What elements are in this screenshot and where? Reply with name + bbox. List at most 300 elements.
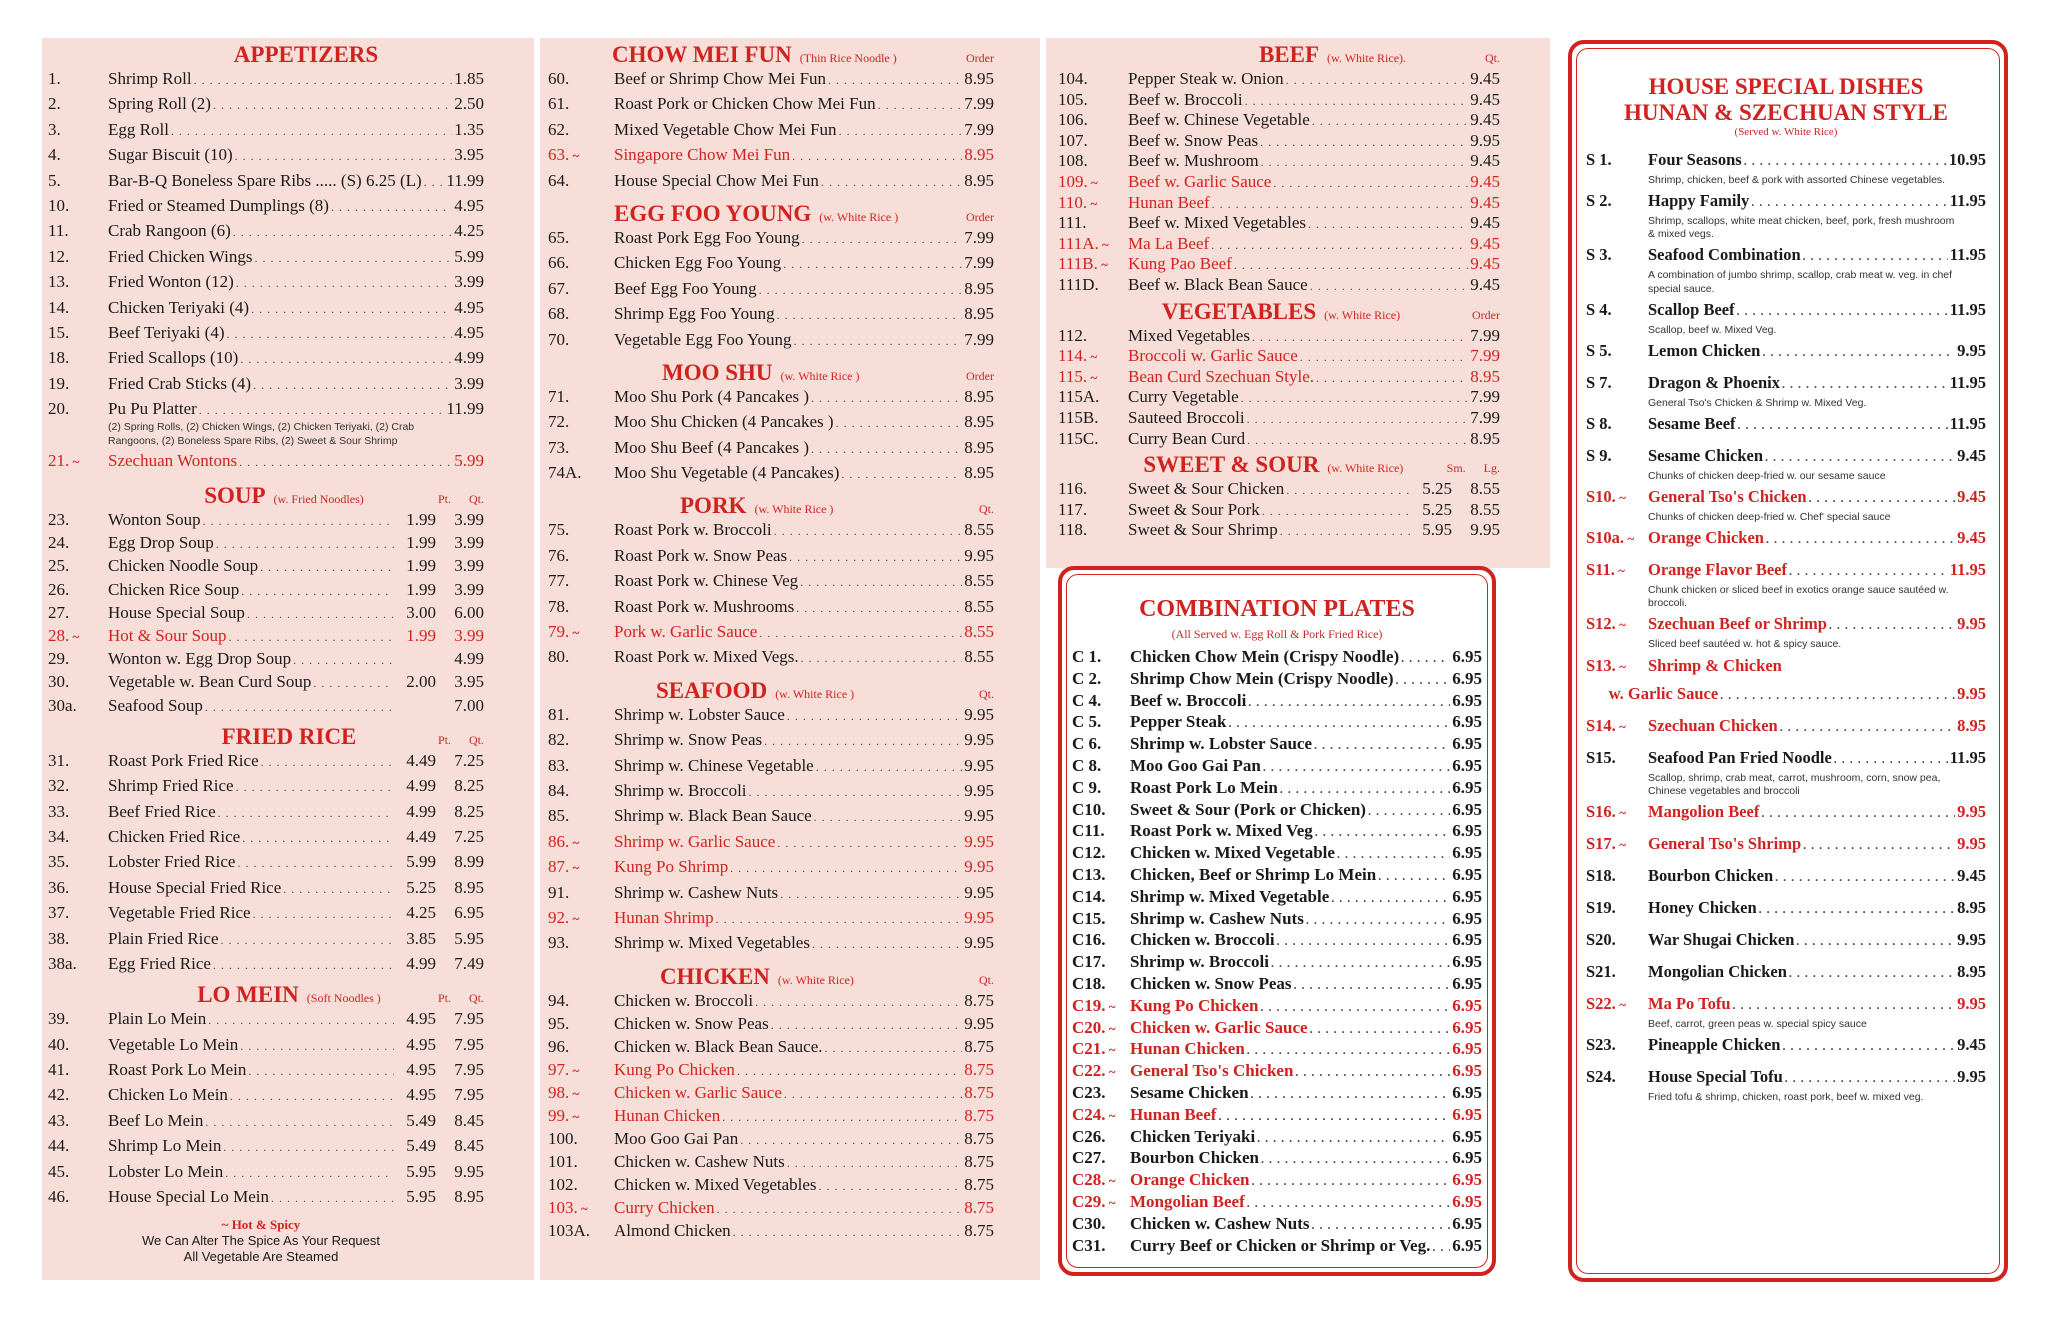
item-price: 9.95 xyxy=(964,780,994,800)
special-item-row xyxy=(1586,715,1986,738)
item-number: 32. xyxy=(48,776,70,796)
section-title-text: BEEF xyxy=(1258,42,1320,67)
special-item xyxy=(1586,247,1986,295)
item-number: 84. xyxy=(548,780,570,800)
leader-dots xyxy=(1260,136,1468,148)
leader-dots xyxy=(836,417,963,429)
menu-section xyxy=(48,724,484,981)
special-item-row xyxy=(1586,340,1986,363)
price-header: Qt. xyxy=(979,972,994,987)
item-name: Kung Po Shrimp xyxy=(614,857,729,877)
section-column-header xyxy=(420,492,484,507)
item-price: 8.95 xyxy=(964,304,994,324)
leader-dots xyxy=(1785,1072,1955,1084)
item-name: Chicken w. Black Bean Sauce. xyxy=(614,1036,823,1056)
item-name: House Special Chow Mei Fun xyxy=(614,170,819,190)
menu-item xyxy=(1058,480,1500,501)
section-column-header xyxy=(420,733,484,748)
leader-dots xyxy=(239,456,452,468)
item-number: S23. xyxy=(1586,1034,1616,1054)
footer-line-1: We Can Alter The Spice As Your Request xyxy=(142,1233,380,1249)
item-number: 19. xyxy=(48,373,70,393)
item-price: 8.55 xyxy=(964,596,994,616)
item-number: 20. xyxy=(48,399,70,419)
item-description: Sliced beef sautéed w. hot & spicy sauce. xyxy=(1648,638,1842,651)
leader-dots xyxy=(722,1111,962,1123)
item-name: Fried or Steamed Dumplings (8) xyxy=(108,195,329,215)
price-header-1: Pt. xyxy=(437,492,451,507)
item-number: 13. xyxy=(48,272,70,292)
menu-item xyxy=(48,777,484,802)
item-name: Wonton Soup xyxy=(108,510,201,530)
section-column-header xyxy=(1467,51,1500,66)
item-price: 9.95 xyxy=(964,545,994,565)
leader-dots xyxy=(759,284,963,296)
item-number: 116. xyxy=(1058,479,1088,499)
leader-dots xyxy=(1738,419,1948,431)
leader-dots xyxy=(199,404,445,416)
item-price: 9.95 xyxy=(964,857,994,877)
item-name: Mixed Vegetables xyxy=(1128,325,1250,345)
item-price-large: 8.95 xyxy=(454,1187,484,1207)
item-number: C20. ~ xyxy=(1072,1019,1130,1036)
item-price: 8.75 xyxy=(964,1151,994,1171)
combo-item xyxy=(1072,1237,1482,1259)
item-number: 36. xyxy=(48,877,70,897)
item-price: 9.95 xyxy=(1957,929,1986,949)
house-special-title: HOUSE SPECIAL DISHES xyxy=(1648,74,1924,99)
item-price: 9.45 xyxy=(1470,110,1500,130)
item-number: 112. xyxy=(1058,325,1088,345)
item-price: 8.95 xyxy=(1470,428,1500,448)
menu-item xyxy=(548,1084,994,1107)
item-name: Hunan Chicken xyxy=(614,1105,721,1125)
menu-item xyxy=(548,706,994,731)
item-number: 77. xyxy=(548,571,570,591)
leader-dots xyxy=(1401,652,1450,664)
item-price: 4.95 xyxy=(454,297,484,317)
item-name: Roast Pork Lo Mein xyxy=(1130,777,1278,797)
item-name: Beef or Shrimp Chow Mei Fun xyxy=(614,69,827,88)
item-name: Almond Chicken xyxy=(614,1220,731,1240)
leader-dots xyxy=(774,525,963,537)
leader-dots xyxy=(1212,198,1469,210)
item-price: 9.95 xyxy=(1470,130,1500,150)
item-name: Pu Pu Platter xyxy=(108,399,197,419)
combo-item xyxy=(1072,1106,1482,1128)
leader-dots xyxy=(1286,74,1469,86)
item-name: Seafood Soup xyxy=(108,695,203,715)
leader-dots xyxy=(802,233,963,245)
item-number: 3. xyxy=(48,119,61,139)
menu-item xyxy=(48,673,484,696)
menu-item xyxy=(548,782,994,807)
item-number: 71. xyxy=(548,386,570,406)
leader-dots xyxy=(261,756,394,768)
leader-dots xyxy=(1311,1219,1450,1231)
item-price: 9.95 xyxy=(964,704,994,724)
item-number: 106. xyxy=(1058,110,1088,130)
menu-item xyxy=(548,731,994,756)
menu-item xyxy=(48,248,484,273)
item-name: Shrimp w. Lobster Sauce xyxy=(1130,734,1312,754)
item-number: C21. ~ xyxy=(1072,1040,1130,1057)
item-number: S17. ~ xyxy=(1586,836,1648,853)
item-price-large: 3.99 xyxy=(454,556,484,576)
leader-dots xyxy=(1789,967,1955,979)
item-number: C19. ~ xyxy=(1072,997,1130,1014)
item-number: C 9. xyxy=(1072,777,1102,797)
item-price-small: 4.95 xyxy=(406,1085,436,1105)
section-title-text: CHICKEN xyxy=(660,963,770,989)
combo-item xyxy=(1072,1040,1482,1062)
leader-dots xyxy=(1286,484,1410,496)
special-item xyxy=(1586,747,1986,798)
leader-dots xyxy=(789,551,962,563)
item-name: Chicken Lo Mein xyxy=(108,1085,228,1105)
item-price: 6.95 xyxy=(1452,690,1482,710)
item-name: Chicken w. Snow Peas xyxy=(614,1013,769,1033)
item-number: 30a. xyxy=(48,695,77,715)
item-name: Mongolian Beef xyxy=(1130,1191,1245,1211)
item-price-small: 1.99 xyxy=(406,579,436,599)
leader-dots xyxy=(1796,935,1955,947)
menu-item xyxy=(548,623,994,648)
special-item-row xyxy=(1586,247,1986,267)
item-number: S14. ~ xyxy=(1586,718,1648,735)
item-name: Chicken Chow Mein (Crispy Noodle) xyxy=(1130,647,1400,666)
item-name: Scallop Beef xyxy=(1648,299,1735,319)
combo-item xyxy=(1072,757,1482,779)
menu-item xyxy=(548,1015,994,1038)
item-name: Beef w. Snow Peas xyxy=(1128,130,1259,150)
leader-dots xyxy=(730,862,962,874)
item-name: Moo Shu Vegetable (4 Pancakes) xyxy=(614,463,840,483)
item-name: House Special Fried Rice xyxy=(108,877,282,897)
item-number: 109. ~ xyxy=(1058,173,1128,190)
menu-item xyxy=(48,146,484,171)
item-number: 99. ~ xyxy=(548,1107,614,1124)
item-number: C 5. xyxy=(1072,712,1102,732)
item-name: House Special Tofu xyxy=(1648,1066,1783,1086)
item-price-large: 3.95 xyxy=(454,672,484,692)
item-number: 70. xyxy=(548,329,570,349)
item-number: S11. ~ xyxy=(1586,562,1648,579)
item-name: Shrimp & Chicken xyxy=(1648,655,1782,675)
special-item-row xyxy=(1586,929,1986,952)
menu-item xyxy=(48,930,484,955)
hot-icon: ~ xyxy=(221,1217,232,1233)
item-name: Moo Goo Gai Pan xyxy=(614,1128,739,1148)
section-title-text: SWEET & SOUR xyxy=(1143,452,1320,478)
item-number: C 6. xyxy=(1072,734,1102,754)
special-item-row xyxy=(1586,616,1986,636)
item-name: Sauteed Broccoli xyxy=(1128,407,1245,427)
item-price: 9.45 xyxy=(1957,528,1986,548)
menu-item xyxy=(548,388,994,413)
menu-item xyxy=(48,1086,484,1111)
item-number: C12. xyxy=(1072,843,1106,863)
combo-item xyxy=(1072,931,1482,953)
item-price: 8.75 xyxy=(964,1105,994,1125)
item-number: 67. xyxy=(548,278,570,298)
item-price: 9.95 xyxy=(1957,833,1986,853)
leader-dots xyxy=(1247,1197,1451,1209)
item-number: S 5. xyxy=(1586,340,1612,360)
section-title xyxy=(548,493,961,519)
item-name: Shrimp w. Broccoli xyxy=(614,780,747,800)
item-price: 4.95 xyxy=(454,195,484,215)
item-price: 9.95 xyxy=(964,806,994,826)
item-name: Broccoli w. Garlic Sauce xyxy=(1128,346,1298,366)
section-note: (w. White Rice ) xyxy=(754,502,834,517)
section-title-text: PORK xyxy=(680,493,747,519)
special-item xyxy=(1586,897,1986,920)
leader-dots xyxy=(764,735,962,747)
item-name: Curry Vegetable xyxy=(1128,387,1239,407)
section-column-header xyxy=(420,991,484,1006)
house-special-subtitle: HUNAN & SZECHUAN STYLE xyxy=(1624,100,1948,125)
item-number: 38a. xyxy=(48,953,77,973)
item-number: 115. ~ xyxy=(1058,368,1128,385)
combo-item xyxy=(1072,844,1482,866)
leader-dots xyxy=(825,1042,963,1054)
menu-item xyxy=(548,331,994,356)
item-number: 103A. xyxy=(548,1220,591,1240)
item-name: Chicken w. Cashew Nuts xyxy=(614,1151,785,1171)
item-price: 8.55 xyxy=(964,647,994,667)
item-name: Shrimp w. Broccoli xyxy=(1130,952,1269,972)
leader-dots xyxy=(828,74,962,86)
menu-item xyxy=(1058,91,1500,112)
section-title xyxy=(1058,42,1467,68)
item-price: 4.99 xyxy=(454,348,484,368)
item-price: 8.75 xyxy=(964,1082,994,1102)
leader-dots xyxy=(1782,1040,1955,1052)
item-number: 82. xyxy=(548,730,570,750)
item-number: 100. xyxy=(548,1128,578,1148)
menu-item xyxy=(548,464,994,489)
menu-item xyxy=(548,439,994,464)
menu-item xyxy=(548,884,994,909)
combo-item xyxy=(1072,866,1482,888)
combo-item xyxy=(1072,1019,1482,1041)
leader-dots xyxy=(240,353,452,365)
item-price: 6.95 xyxy=(1452,1148,1482,1168)
item-price: 6.95 xyxy=(1452,712,1482,732)
leader-dots xyxy=(1782,378,1948,390)
section-title xyxy=(548,201,948,227)
item-price: 1.35 xyxy=(454,119,484,139)
item-price: 9.45 xyxy=(1470,213,1500,233)
leader-dots xyxy=(821,176,962,188)
leader-dots xyxy=(1260,1001,1450,1013)
menu-item xyxy=(1058,132,1500,153)
item-number: 94. xyxy=(548,990,570,1010)
item-price: 8.95 xyxy=(964,145,994,165)
combo-item xyxy=(1072,670,1482,692)
menu-item xyxy=(548,992,994,1015)
item-number: S10. ~ xyxy=(1586,489,1648,506)
special-item xyxy=(1586,152,1986,187)
menu-item xyxy=(548,757,994,782)
section-title xyxy=(1058,452,1429,478)
item-price-small: 5.95 xyxy=(406,1161,436,1181)
leader-dots xyxy=(777,309,963,321)
item-price: 6.95 xyxy=(1452,995,1482,1015)
item-number: 43. xyxy=(48,1110,70,1130)
special-item-row xyxy=(1586,655,1986,678)
item-price-large: 7.95 xyxy=(454,1009,484,1029)
item-number: 31. xyxy=(48,750,70,770)
special-item-row xyxy=(1586,445,1986,468)
menu-item xyxy=(548,1199,994,1222)
menu-item xyxy=(548,1038,994,1061)
leader-dots xyxy=(213,99,452,111)
menu-item xyxy=(548,1061,994,1084)
leader-dots xyxy=(787,1157,962,1169)
item-price: 6.95 xyxy=(1452,1170,1482,1190)
leader-dots xyxy=(1765,451,1955,463)
item-name: Lobster Fried Rice xyxy=(108,852,236,872)
item-description: Chunks of chicken deep-fried w. our sesame sauce xyxy=(1648,469,1886,482)
section-header xyxy=(1058,299,1500,325)
item-name: Wonton w. Egg Drop Soup xyxy=(108,649,292,669)
column-1-content xyxy=(48,42,484,1264)
item-number: C27. xyxy=(1072,1148,1106,1168)
special-item xyxy=(1586,715,1986,738)
item-name: General Tso's Chicken xyxy=(1130,1061,1294,1081)
item-name: Mangolion Beef xyxy=(1648,801,1760,821)
item-name: Chicken w. Garlic Sauce xyxy=(1130,1017,1308,1037)
section-note: (Soft Noodles ) xyxy=(306,991,381,1006)
leader-dots xyxy=(220,934,394,946)
item-name: Roast Pork w. Broccoli xyxy=(614,520,772,540)
item-name: Beef w. Garlic Sauce xyxy=(1128,171,1272,191)
item-number: 93. xyxy=(548,933,570,953)
item-name: Moo Goo Gai Pan xyxy=(1130,755,1261,775)
item-name: Seafood Combination xyxy=(1648,245,1801,265)
price-header-2: Qt. xyxy=(469,492,484,507)
item-name: House Special Soup xyxy=(108,602,245,622)
special-item-row xyxy=(1586,801,1986,824)
item-description: Chunks of chicken deep-fried w. Chef' special sauce xyxy=(1648,511,1891,523)
section-title-text: VEGETABLES xyxy=(1161,298,1317,324)
item-name: Sweet & Sour (Pork or Chicken) xyxy=(1130,799,1366,819)
item-number: 114. ~ xyxy=(1058,347,1128,364)
item-price: 9.45 xyxy=(1470,69,1500,88)
menu-item xyxy=(1058,152,1500,173)
item-number: 1. xyxy=(48,69,61,88)
special-item-row xyxy=(1586,747,1986,770)
item-name: Roast Pork w. Snow Peas xyxy=(614,545,788,565)
special-item xyxy=(1586,993,1986,1031)
menu-item xyxy=(48,273,484,298)
item-number: 25. xyxy=(48,556,70,576)
item-number: 80. xyxy=(548,647,570,667)
item-name: Curry Bean Curd xyxy=(1128,428,1246,448)
section-title xyxy=(48,42,484,68)
item-price-large: 8.99 xyxy=(454,852,484,872)
leader-dots xyxy=(1759,903,1955,915)
item-price: 6.95 xyxy=(1452,777,1482,797)
item-name: Hunan Chicken xyxy=(1130,1039,1245,1059)
item-number: C10. xyxy=(1072,799,1106,819)
leader-dots xyxy=(1432,1241,1450,1253)
item-name-2: w. Garlic Sauce xyxy=(1608,683,1719,703)
item-name: Kung Po Chicken xyxy=(614,1059,735,1079)
combo-header xyxy=(1072,596,1482,642)
item-number: S21. xyxy=(1586,961,1616,981)
leader-dots xyxy=(716,913,963,925)
item-name: Pepper Steak w. Onion xyxy=(1128,69,1284,88)
combo-item xyxy=(1072,888,1482,910)
item-price-small: 2.00 xyxy=(406,672,436,692)
item-number: S19. xyxy=(1586,897,1616,917)
item-price-small: 5.99 xyxy=(406,852,436,872)
item-name: Bar-B-Q Boneless Spare Ribs ..... (S) 6.25 (L) xyxy=(108,170,422,190)
item-price: 8.75 xyxy=(964,1059,994,1079)
item-price-small: 4.49 xyxy=(406,826,436,846)
item-price: 7.99 xyxy=(1470,387,1500,407)
section-title xyxy=(48,724,420,750)
special-item-row xyxy=(1586,897,1986,920)
item-name: Chicken Teriyaki xyxy=(1130,1126,1256,1146)
item-price: 4.25 xyxy=(454,221,484,241)
item-price: 9.45 xyxy=(1957,865,1986,885)
special-item-row-2 xyxy=(1586,683,1986,706)
item-name: Ma Po Tofu xyxy=(1648,993,1731,1013)
item-name: Lemon Chicken xyxy=(1648,340,1761,360)
menu-item xyxy=(48,1061,484,1086)
leader-dots xyxy=(253,379,452,391)
menu-item xyxy=(48,828,484,853)
item-number: 34. xyxy=(48,826,70,846)
menu-item xyxy=(548,547,994,572)
section-note: (w. White Rice ) xyxy=(780,368,860,383)
item-price: 8.95 xyxy=(964,463,994,483)
item-price: 11.95 xyxy=(1949,747,1986,767)
item-number: C11. xyxy=(1072,821,1105,841)
leader-dots xyxy=(1306,914,1450,926)
item-price: 8.75 xyxy=(964,990,994,1010)
item-number: 12. xyxy=(48,246,70,266)
section-note: (w. Fried Noodles) xyxy=(273,492,364,507)
item-price: 8.55 xyxy=(964,622,994,642)
leader-dots xyxy=(205,701,394,713)
item-number: C26. xyxy=(1072,1126,1106,1146)
item-name: Shrimp w. Mixed Vegetable xyxy=(1130,886,1330,906)
special-item xyxy=(1586,865,1986,888)
item-number: 24. xyxy=(48,533,70,553)
special-item xyxy=(1586,961,1986,984)
leader-dots xyxy=(1316,372,1468,384)
leader-dots xyxy=(1310,280,1469,292)
leader-dots xyxy=(717,1203,963,1215)
leader-dots xyxy=(203,515,394,527)
item-name: Chicken, Beef or Shrimp Lo Mein xyxy=(1130,864,1377,884)
leader-dots xyxy=(237,857,394,869)
leader-dots xyxy=(1308,218,1468,230)
item-name: Four Seasons xyxy=(1648,150,1742,169)
item-number: 110. ~ xyxy=(1058,194,1128,211)
hot-label: Hot & Spicy xyxy=(231,1217,301,1233)
menu-item xyxy=(1058,111,1500,132)
leader-dots xyxy=(814,811,963,823)
item-number: C29. ~ xyxy=(1072,1193,1130,1210)
section-title xyxy=(548,360,948,386)
item-number: 92. ~ xyxy=(548,909,614,926)
